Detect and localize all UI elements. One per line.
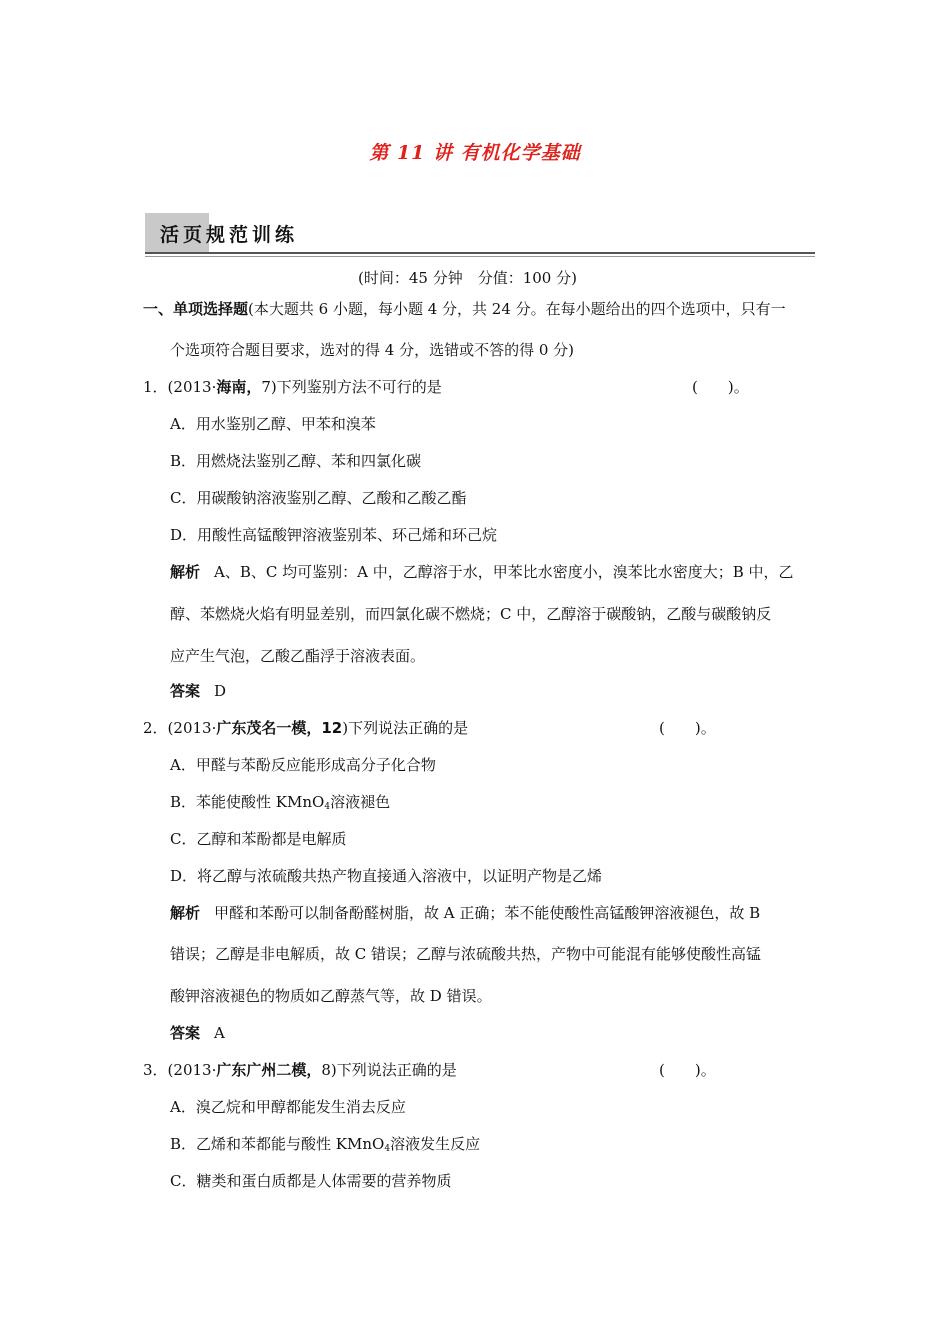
q1-option-a: A．用水鉴别乙醇、甲苯和溴苯 (170, 415, 376, 433)
q1-number: 1． (143, 378, 168, 396)
q1-option-d: D．用酸性高锰酸钾溶液鉴别苯、环己烯和环己烷 (170, 526, 498, 544)
q3-stem-text: 下列说法正确的是 (336, 1061, 457, 1079)
q1-source-pre: (2013· (167, 378, 217, 396)
q2-answer-blank: ( )。 (659, 719, 716, 737)
q2-answer-value: A (214, 1024, 225, 1042)
q2-source-pre: (2013· (167, 719, 217, 737)
part1-desc-2: 个选项符合题目要求，选对的得 4 分，选错或不答的得 0 分) (170, 341, 575, 359)
q2-option-b (170, 792, 390, 817)
q2-option-c: C．乙醇和苯酚都是电解质 (170, 830, 347, 848)
q3-source-bold: 广东广州二模， (216, 1061, 322, 1079)
section-heading (160, 220, 298, 247)
q3-option-b-subscript: 4 (384, 1144, 391, 1154)
q2-analysis-line-3: 酸钾溶液褪色的物质如乙醇蒸气等，故 D 错误。 (170, 987, 492, 1005)
q1-analysis-line-3: 应产生气泡，乙酸乙酯浮于溶液表面。 (170, 647, 426, 665)
q1-option-c: C．用碳酸钠溶液鉴别乙醇、乙酸和乙酸乙酯 (170, 489, 467, 507)
q2-option-b-subscript: 4 (324, 802, 331, 812)
q1-answer-value: D (214, 682, 227, 700)
q3-option-b-pre: B．乙烯和苯都能与酸性 KMnO (170, 1135, 385, 1153)
q2-option-b-pre: B．苯能使酸性 KMnO (170, 793, 325, 811)
q2-analysis-text-1: 甲醛和苯酚可以制备酚醛树脂，故 A 正确；苯不能使酸性高锰酸钾溶液褪色，故 B (214, 904, 761, 922)
q2-answer-line (170, 1023, 225, 1043)
q1-answer-line (170, 681, 226, 701)
page-title: 第 11 讲 有机化学基础 (369, 142, 581, 164)
section-heading-prefix: 活页 (160, 224, 207, 246)
question-1-stem (143, 377, 442, 397)
q1-stem-text: 下列鉴别方法不可行的是 (276, 378, 442, 396)
question-2-stem (143, 718, 468, 738)
q1-source-bold: 海南， (216, 378, 262, 396)
q2-analysis-label: 解析 (170, 904, 201, 922)
q1-answer-label: 答案 (170, 682, 201, 700)
q2-source-post: ) (342, 719, 349, 737)
q3-option-c: C．糖类和蛋白质都是人体需要的营养物质 (170, 1172, 452, 1190)
part1-heading: 一、单项选择题 (143, 300, 249, 318)
section-rule-thin (145, 256, 815, 257)
section-rule-thick (145, 252, 815, 254)
part1-heading-line (143, 299, 786, 319)
q2-source-bold: 广东茂名一模，12 (216, 719, 343, 737)
q2-answer-label: 答案 (170, 1024, 201, 1042)
q2-analysis-line-2: 错误；乙醇是非电解质，故 C 错误；乙醇与浓硫酸共热，产物中可能混有能够使酸性高锰 (170, 945, 762, 963)
q2-option-a: A．甲醛与苯酚反应能形成高分子化合物 (170, 756, 436, 774)
q1-analysis-label: 解析 (170, 563, 201, 581)
q1-option-b: B．用燃烧法鉴别乙醇、苯和四氯化碳 (170, 452, 422, 470)
q3-source-pre: (2013· (167, 1061, 217, 1079)
q1-answer-blank: ( )。 (692, 378, 749, 396)
q3-answer-blank: ( )。 (659, 1061, 716, 1079)
question-3-stem (143, 1060, 457, 1080)
q3-source-post: 8) (321, 1061, 337, 1079)
q3-option-a: A．溴乙烷和甲醇都能发生消去反应 (170, 1098, 406, 1116)
q3-number: 3． (143, 1061, 168, 1079)
exam-meta: (时间：45 分钟 分值：100 分) (358, 269, 577, 287)
q1-analysis-line-1 (170, 562, 794, 582)
q2-option-d: D．将乙醇与浓硫酸共热产物直接通入溶液中，以证明产物是乙烯 (170, 867, 603, 885)
q2-analysis-line-1 (170, 903, 760, 923)
part1-desc-1: (本大题共 6 小题，每小题 4 分，共 24 分。在每小题给出的四个选项中，只有一 (248, 300, 786, 318)
q2-number: 2． (143, 719, 168, 737)
q1-source-post: 7) (261, 378, 277, 396)
q3-option-b (170, 1134, 480, 1159)
q2-stem-text: 下列说法正确的是 (348, 719, 469, 737)
q1-analysis-text-1: A、B、C 均可鉴别：A 中，乙醇溶于水，甲苯比水密度小，溴苯比水密度大；B 中，乙 (214, 563, 794, 581)
q1-analysis-line-2: 醇、苯燃烧火焰有明显差别，而四氯化碳不燃烧；C 中，乙醇溶于碳酸钠，乙酸与碳酸钠反 (170, 605, 772, 623)
section-heading-rest: 规范训练 (206, 224, 299, 246)
q2-option-b-post: 溶液褪色 (330, 793, 391, 811)
q3-option-b-post: 溶液发生反应 (390, 1135, 481, 1153)
